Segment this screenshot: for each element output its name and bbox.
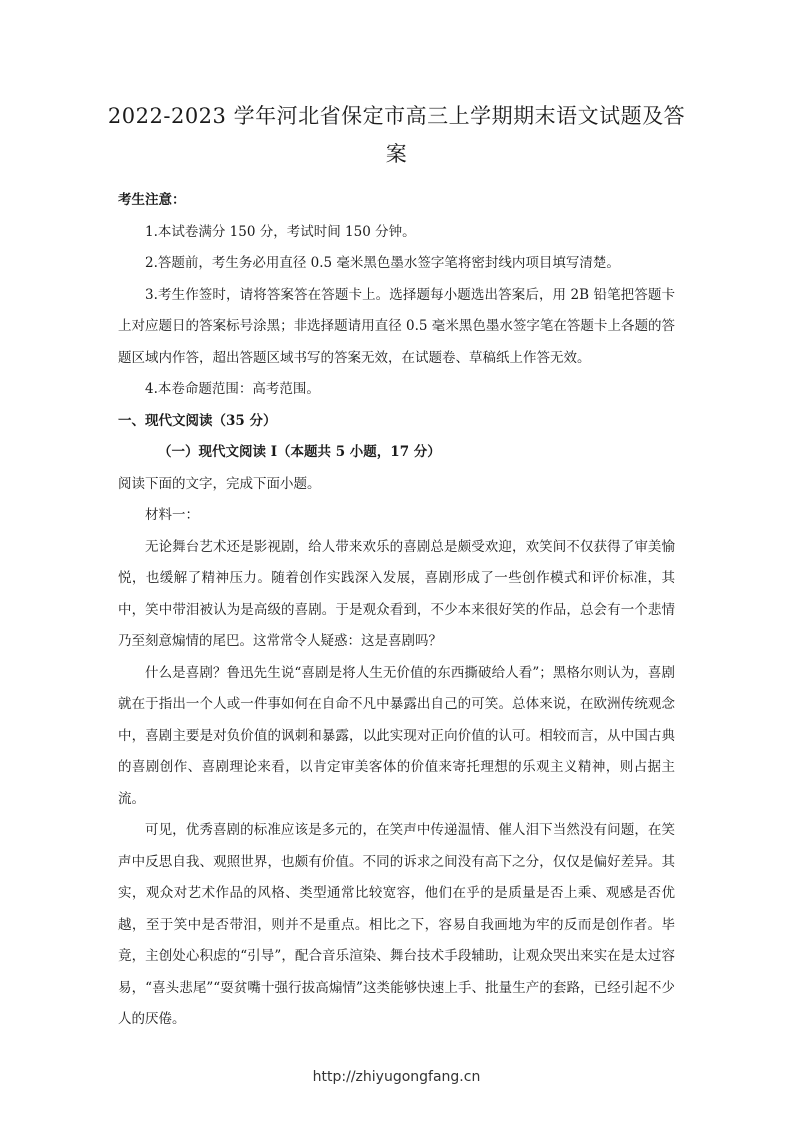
material-label: 材料一： [145, 507, 199, 523]
footer-url: http://zhiyugongfang.cn [312, 1069, 481, 1085]
section-heading: 一、现代文阅读（35 分） [118, 412, 277, 429]
paragraph-2: 什么是喜剧？鲁迅先生说“喜剧是将人生无价值的东西撕破给人看”；黑格尔则认为，喜剧就在于指出一个人或一件事如何在自命不凡中暴露出自己的可笑。总体来说，在欧洲传统观念中，喜剧主要是对负价值的讽刺和暴露，以此实现对正向价值的认可。相较而言，从中国古典的喜剧创作、喜剧理论来看，以肯定审美客体的价值来寄托理想的乐观主义精神，则占据主流。 [118, 664, 675, 807]
document-title: 2022-2023 学年河北省保定市高三上学期期末语文试题及答案 [107, 104, 686, 166]
paragraph-1: 无论舞台艺术还是影视剧，给人带来欢乐的喜剧总是颇受欢迎，欢笑间不仅获得了审美愉悦，也缓解了精神压力。随着创作实践深入发展，喜剧形成了一些创作模式和评价标准，其中，笑中带泪被认为是高级的喜剧。于是观众看到，不少本来很好笑的作品，总会有一个悲情乃至刻意煽情的尾巴。这常常令人疑惑：这是喜剧吗？ [118, 538, 675, 649]
notice-item-4: 4.本卷命题范围：高考范围。 [145, 381, 320, 397]
notice-item-1: 1.本试卷满分 150 分，考试时间 150 分钟。 [145, 223, 416, 240]
subsection-heading: （一）现代文阅读 I（本题共 5 小题，17 分） [158, 444, 441, 460]
document-body [118, 185, 675, 1036]
reading-instruction: 阅读下面的文字，完成下面小题。 [118, 475, 321, 492]
notice-item-2: 2.答题前，考生务必用直径 0.5 毫米黑色墨水签字笔将密封线内项目填写清楚。 [145, 255, 620, 271]
notice-item-3: 3.考生作签时，请将答案答在答题卡上。选择题每小题选出答案后，用 2B 铅笔把答题卡上对应题日的答案标号涂黑；非选择题请用直径 0.5 毫米黑色墨水签字笔在答题卡上各题的答题区域内作答，超出答题区域书写的答案无效，在试题卷、草稿纸上作答无效。 [118, 286, 675, 366]
paragraph-3: 可见，优秀喜剧的标准应该是多元的，在笑声中传递温情、催人泪下当然没有问题，在笑声中反思自我、观照世界，也颇有价值。不同的诉求之间没有高下之分，仅仅是偏好差异。其实，观众对艺术作品的风格、类型通常比较宽容，他们在乎的是质量是否上乘、观感是否优越，至于笑中是否带泪，则并不是重点。相比之下，容易自我画地为牢的反而是创作者。毕竟，主创处心积虑的“引导”，配合音乐渲染、舞台技术手段辅助，让观众哭出来实在是太过容易，“喜头悲尾”“耍贫嘴十强行拔高煽情”这类能够快速上手、批量生产的套路，已经引起不少人的厌倦。 [118, 822, 675, 1027]
notice-heading: 考生注意： [118, 192, 186, 208]
